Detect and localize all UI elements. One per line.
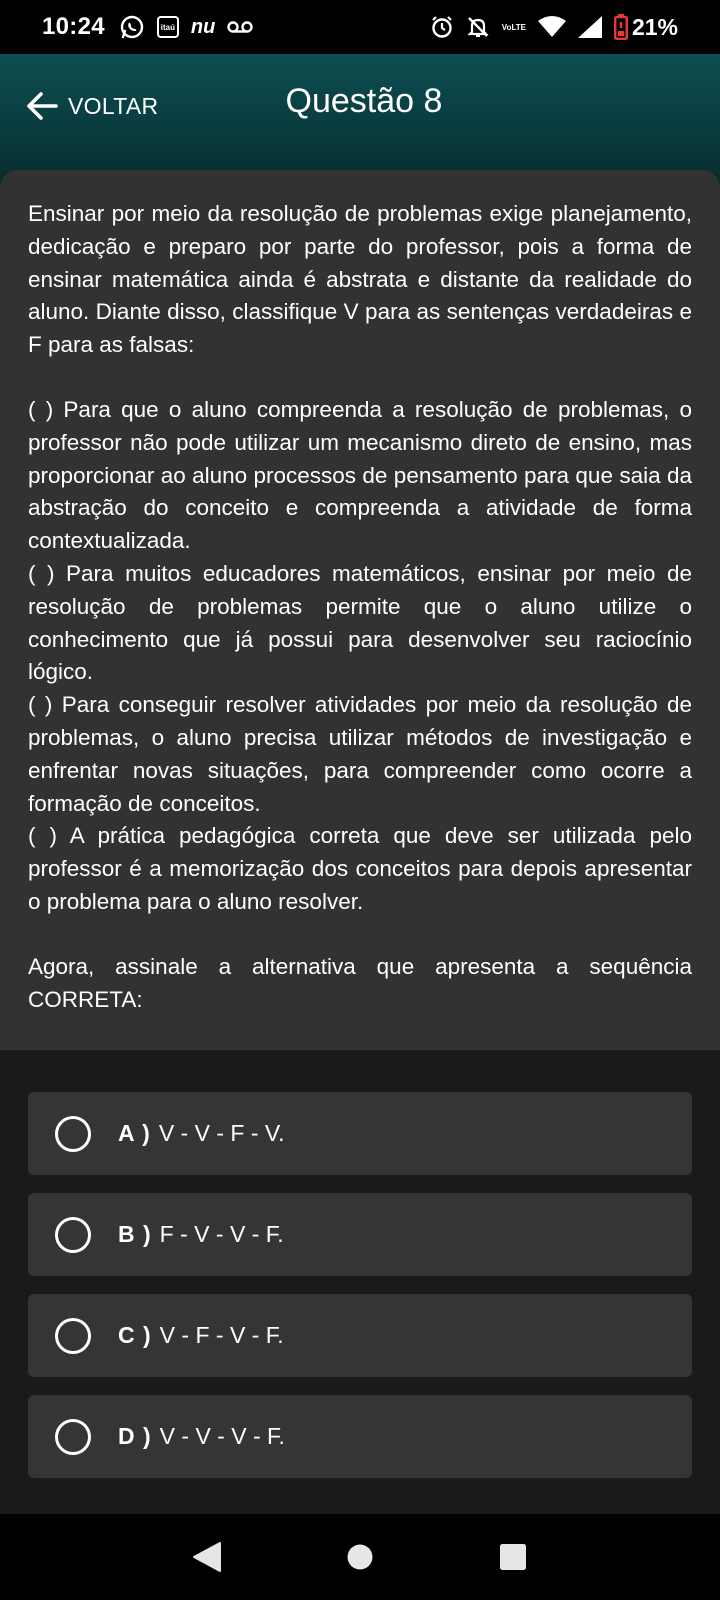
home-circle-icon [346, 1543, 374, 1571]
volte-label-bottom: LTE [511, 22, 526, 32]
option-text: V - V - V - F. [159, 1423, 285, 1449]
recents-square-icon [499, 1543, 527, 1571]
status-left [42, 13, 265, 41]
option-letter: B ) [118, 1221, 152, 1247]
option-d[interactable] [28, 1395, 692, 1478]
statement-1: ( ) Para que o aluno compreenda a resolução de problemas, o professor não pode utilizar um mecanismo direto de ensino, mas proporcionar ao aluno processos de pensamento para que saia da abstração do conceito e compreenda a atividade de forma contextualizada. [28, 396, 692, 554]
option-letter: A ) [118, 1120, 151, 1146]
wifi-icon [538, 16, 566, 38]
page-title: Questão 8 [285, 82, 443, 120]
itau-icon [157, 16, 179, 38]
status-time: 10:24 [42, 13, 105, 40]
nubank-icon: nu [190, 15, 216, 38]
question-card [0, 170, 720, 1050]
option-text: V - F - V - F. [159, 1322, 284, 1348]
status-bar [0, 0, 720, 54]
radio-icon[interactable] [55, 1217, 91, 1253]
alarm-icon [430, 15, 454, 39]
signal-icon [578, 16, 602, 38]
option-letter: D ) [118, 1423, 152, 1449]
back-triangle-icon [192, 1541, 222, 1573]
navigation-bar [0, 1514, 720, 1600]
paragraph-gap [28, 919, 692, 951]
option-b[interactable] [28, 1193, 692, 1276]
question-prompt: Agora, assinale a alternativa que apresenta a sequência CORRETA: [28, 953, 692, 1012]
battery-icon [614, 14, 628, 40]
option-text: V - V - F - V. [158, 1120, 285, 1146]
battery-percent: 21% [631, 13, 678, 40]
volte-label-top: Vo [501, 22, 512, 32]
nav-back-button[interactable] [177, 1527, 237, 1587]
volte-icon [502, 23, 526, 32]
option-a[interactable] [28, 1092, 692, 1175]
paragraph-gap [28, 362, 692, 394]
option-c[interactable] [28, 1294, 692, 1377]
question-intro: Ensinar por meio da resolução de problemas exige planejamento, dedicação e preparo por parte do professor, pois a forma de ensinar matemática ainda é abstrata e distante da realidade do aluno. Diante disso, classifique V para as sentenças verdadeiras e F para as falsas: [28, 201, 692, 358]
option-text: F - V - V - F. [159, 1221, 284, 1247]
itau-label: itaú [157, 16, 179, 38]
status-right [430, 14, 678, 41]
voicemail-icon [227, 19, 253, 35]
option-letter: C ) [118, 1322, 152, 1348]
statement-3: ( ) Para conseguir resolver atividades por meio da resolução de problemas, o aluno precisa utilizar métodos de investigação e enfrentar novas situações, para compreender como ocorre a formação de conceitos. [28, 692, 692, 816]
statement-2: ( ) Para muitos educadores matemáticos, ensinar por meio de resolução de problemas permite que o aluno utilize o conhecimento que já possui para desenvolver seu raciocínio lógico. [28, 560, 692, 685]
notifications-off-icon [466, 15, 490, 39]
radio-icon[interactable] [55, 1318, 91, 1354]
radio-icon[interactable] [55, 1116, 91, 1152]
back-label: VOLTAR [68, 92, 159, 119]
statement-4: ( ) A prática pedagógica correta que deve ser utilizada pelo professor é a memorização dos conceitos para depois apresentar o problema para o aluno resolver. [28, 823, 692, 914]
nav-home-button[interactable] [330, 1527, 390, 1587]
nav-recents-button[interactable] [483, 1527, 543, 1587]
radio-icon[interactable] [55, 1419, 91, 1455]
answer-options [28, 1092, 692, 1496]
whatsapp-icon [119, 14, 145, 40]
